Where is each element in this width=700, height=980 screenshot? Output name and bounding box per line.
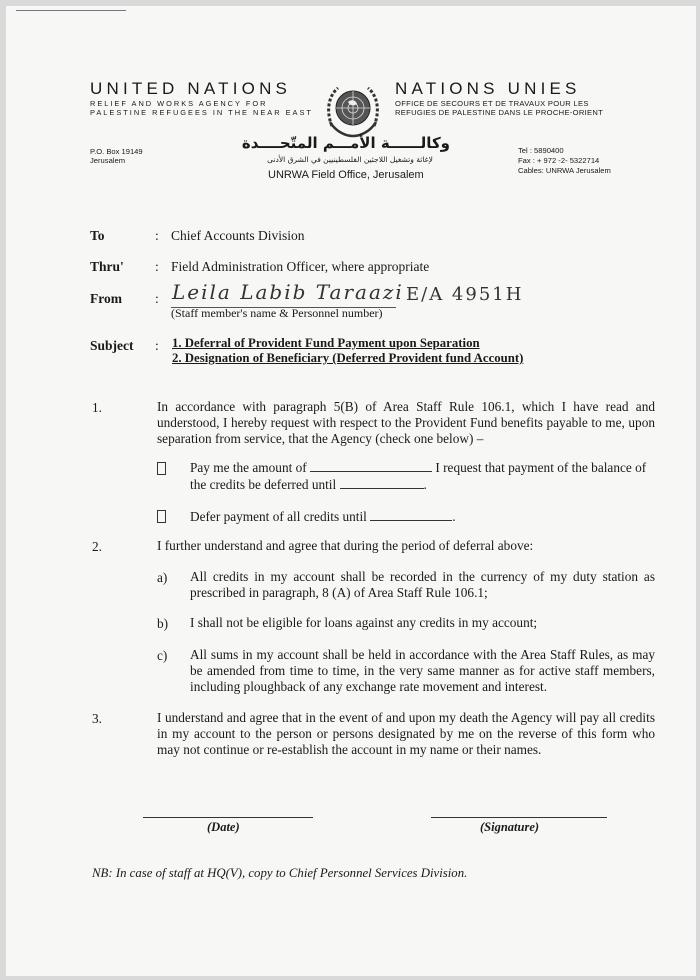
thru-label: Thru' [90,259,124,274]
org-subtitle-french-2: REFUGIES DE PALESTINE DANS LE PROCHE-ORIENT [395,108,604,117]
fax: Fax : + 972 -2- 5322714 [518,156,600,165]
section-3-text: I understand and agree that in the event of and upon my death the Agency will pay all credits in my account to the person or persons designated by me on the reverse of this form who may not continue or re-establish the account in my name or their names. [157,710,655,757]
from-personnel-number: E/A 4951H [406,284,524,305]
signature-label: (Signature) [480,820,540,834]
option-pay-amount-text: Pay me the amount of [190,460,307,475]
defer-all-date-blank[interactable] [370,508,452,521]
date-line[interactable] [143,817,313,818]
org-name-french: NATIONS UNIES [395,79,581,98]
from-label: From [90,291,122,306]
nb-note: NB: In case of staff at HQ(V), copy to Chief Personnel Services Division. [92,866,468,880]
option-1-period: . [423,477,427,492]
from-hint: (Staff member's name & Personnel number) [171,306,383,320]
thru-colon: : [155,259,159,274]
thru-value: Field Administration Officer, where appropriate [171,259,430,274]
address-line-2: Jerusalem [90,156,126,165]
document-page [6,6,696,976]
deferred-until-date-blank[interactable] [340,476,424,489]
field-office-name: UNRWA Field Office, Jerusalem [268,169,424,181]
section-2-number: 2. [92,539,102,554]
org-subtitle-english-2: PALESTINE REFUGEES IN THE NEAR EAST [90,108,313,117]
org-subtitle-arabic: لإغاثة وتشغيل اللاجئين الفلسطينيين في الشرق الأدنى [267,155,433,164]
org-subtitle-english-1: RELIEF AND WORKS AGENCY FOR [90,99,268,108]
subject-label: Subject [90,338,134,353]
un-emblem-icon [324,82,382,138]
org-subtitle-french-1: OFFICE DE SECOURS ET DE TRAVAUX POUR LES [395,99,589,108]
date-label: (Date) [207,820,240,834]
to-label: To [90,228,105,243]
option-pay-amount-checkbox[interactable] [157,462,166,475]
item-b-text: I shall not be eligible for loans against any credits in my account; [190,615,538,630]
from-colon: : [155,291,159,306]
section-1-text: In accordance with paragraph 5(B) of Area Staff Rule 106.1, which I have read and understood, I hereby request with respect to the Provident Fund benefits payable to me, upon separation from service, that the Agency (check one below) – [157,399,655,446]
telephone: Tel : 5890400 [518,146,564,155]
item-c-label: c) [157,648,168,663]
org-name-english: UNITED NATIONS [90,79,292,98]
scan-mark [16,10,126,11]
amount-blank[interactable] [310,459,432,472]
from-handwritten-name: Leila Labib Taraazi [172,280,404,304]
option-deferred-until-text: the credits be deferred until [190,477,337,492]
subject-line-2: 2. Designation of Beneficiary (Deferred Provident fund Account) [172,351,524,365]
option-pay-amount-line-2 [190,476,427,493]
section-1-number: 1. [92,400,102,415]
to-value: Chief Accounts Division [171,228,305,243]
section-3-number: 3. [92,711,102,726]
item-b-label: b) [157,616,169,631]
option-defer-all-checkbox[interactable] [157,510,166,523]
section-2-text: I further understand and agree that during the period of deferral above: [157,538,534,553]
item-a-label: a) [157,570,168,585]
item-a-text: All credits in my account shall be recorded in the currency of my duty station as prescribed in paragraph, 8 (A) of Area Staff Rule 106.1; [190,569,655,600]
option-defer-all-text: Defer payment of all credits until [190,509,367,524]
address-line-1: P.O. Box 19149 [90,147,143,156]
item-c-text: All sums in my account shall be held in accordance with the Area Staff Rules, as may be amended from time to time, in the very same manner as for active staff members, including ploughback of any exchange rate movement and interest. [190,647,655,694]
option-pay-amount-continuation: I request that payment of the balance of [435,460,647,475]
to-colon: : [155,228,159,243]
option-pay-amount-line-1 [190,459,646,476]
subject-line-1: 1. Deferral of Provident Fund Payment upon Separation [172,336,480,350]
subject-colon: : [155,338,159,353]
org-name-arabic: وكالــــــة الأمـــم المتّحــــدة [241,134,450,152]
option-defer-all-line [190,508,456,525]
signature-line[interactable] [431,817,607,818]
cables: Cables: UNRWA Jerusalem [518,166,611,175]
option-2-period: . [452,509,456,524]
